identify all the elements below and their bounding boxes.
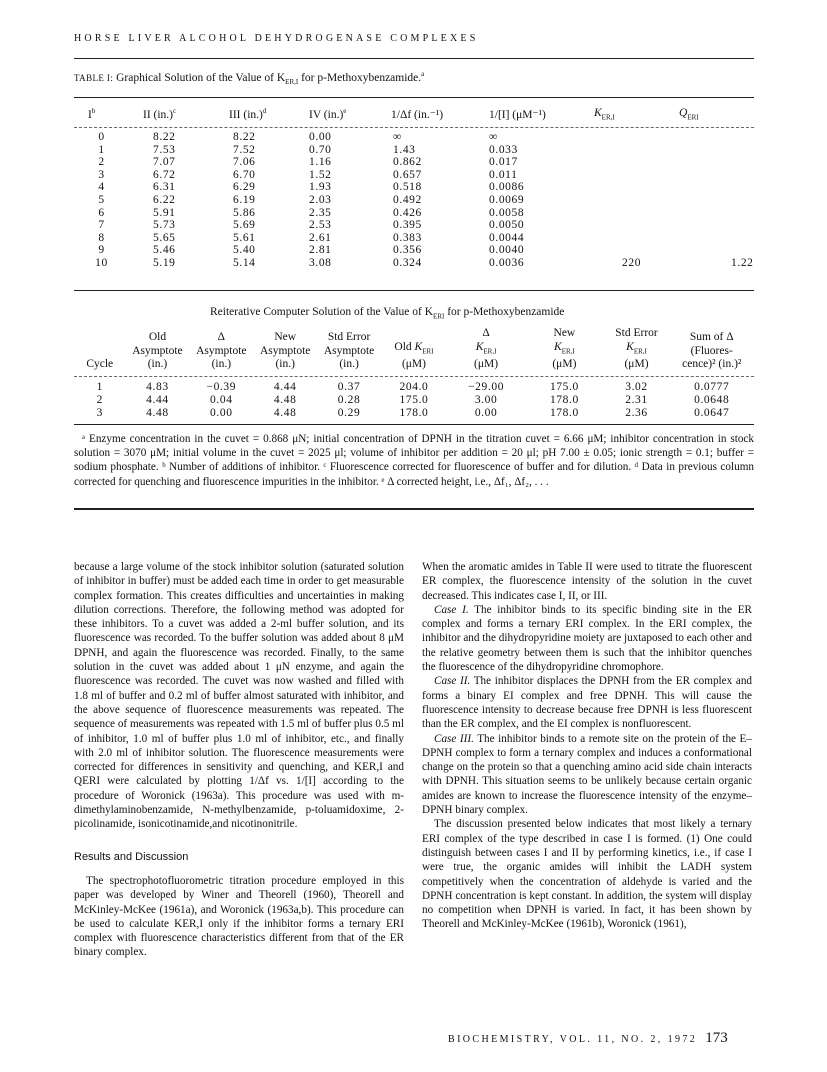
table1-cell: 0.0044 <box>489 231 525 244</box>
table1-bottom-rule <box>74 290 754 291</box>
table1-cell: 5 <box>98 193 105 206</box>
table1-cell: 5.40 <box>233 244 256 257</box>
table1-cell <box>594 232 679 245</box>
right-column <box>422 560 752 932</box>
table2-header-cell: Sum of Δ (Fluores- cence)² (in.)² <box>682 331 742 371</box>
table1-cell <box>594 156 679 169</box>
table2-cell: 0.0647 <box>694 406 730 419</box>
table1-cell: 0 <box>98 131 105 143</box>
table1-caption-tail: for p-Methoxybenzamide. <box>298 71 422 84</box>
table1-cell: 0.426 <box>393 206 422 219</box>
table1-header-cell: IV $(in.)^e$ <box>309 107 347 121</box>
table1-cell <box>679 219 754 232</box>
table2 <box>74 327 754 420</box>
table1-cell: 0.324 <box>393 256 422 269</box>
page-footer <box>448 1030 728 1047</box>
table1-row <box>74 219 754 232</box>
table1-cell: 0.0036 <box>489 256 525 269</box>
table1-row <box>74 194 754 207</box>
table1-header-cell: 1/[I] (μM⁻¹) <box>489 109 546 121</box>
table1-cell <box>679 232 754 245</box>
table1-row <box>74 257 754 270</box>
table1-cell: 7 <box>98 219 105 232</box>
table1-cell <box>679 169 754 182</box>
table1-cell <box>679 127 754 144</box>
table1-cell: 220 <box>622 256 642 269</box>
table1-caption-sub: ER,I <box>285 78 299 87</box>
journal-citation: BIOCHEMISTRY, VOL. 11, NO. 2, 1972 <box>448 1034 698 1045</box>
table2-cell: 3.00 <box>474 393 498 406</box>
table1-cell: 6.72 <box>153 168 176 181</box>
table2-header-cell: Δ Asymptote (in.) <box>196 331 247 371</box>
table2-bottom-rule <box>74 424 754 425</box>
table1-cell: 4 <box>98 181 105 194</box>
table1-row <box>74 244 754 257</box>
table1-cell: 7.52 <box>233 143 256 156</box>
table1-cell: ∞ <box>393 131 402 143</box>
table1-cell <box>594 194 679 207</box>
table2-cell: 175.0 <box>399 393 429 406</box>
table2-cell: 0.37 <box>337 380 361 393</box>
right-paragraph-5: The discussion presented below indicates that most likely a ternary ERI complex of the type described in case I is formed. (1) One could distinguish between cases I and II by performing kinetics, i.e., if case I were true, the organic amides will inhibit the LADH system competitively when the concentration of aldehyde is varied and the DPNH concentration is kept constant. In addition, the system will display no competition when DPNH is varied. In fact, it has been shown by Theorell and McKinley-McKee (1961b), Woronick (1961), <box>422 818 752 931</box>
table2-cell: 1 <box>96 380 103 393</box>
table1-cell: 0.033 <box>489 143 518 156</box>
table1-cell <box>594 244 679 257</box>
table-end-rule <box>74 508 754 510</box>
table1-cell: 0.017 <box>489 156 518 169</box>
table1-row <box>74 156 754 169</box>
table1-cell: 5.73 <box>153 219 176 232</box>
table1-cell: 1.43 <box>393 143 416 156</box>
table2-cell: 0.28 <box>337 393 361 406</box>
table1-header-row <box>74 101 754 127</box>
left-column <box>74 560 404 960</box>
table1-cell: 6.29 <box>233 181 256 194</box>
case3-label: Case III. <box>434 732 474 745</box>
case1-paragraph <box>422 603 752 674</box>
table1-cell: 7.07 <box>153 156 176 169</box>
table2-cell: 2 <box>96 393 103 406</box>
table1-cell: 10 <box>95 256 108 269</box>
table1-cell: 6.70 <box>233 168 256 181</box>
table1-top-rule <box>74 97 754 98</box>
table1-cell <box>594 181 679 194</box>
table2-header-row <box>74 327 754 375</box>
table1-cell: 0.657 <box>393 168 422 181</box>
table1-cell <box>679 156 754 169</box>
table1-cell <box>679 244 754 257</box>
table1-cell: 0.0040 <box>489 244 525 257</box>
table2-row <box>74 375 754 394</box>
table2-title-text: Reiterative Computer Solution of the Value of K <box>210 306 434 318</box>
table2-cell: 0.29 <box>337 406 361 419</box>
table1-cell: 7.06 <box>233 156 256 169</box>
table1-cell: 0.862 <box>393 156 422 169</box>
table1-row <box>74 169 754 182</box>
table2-header-cell: Std Error Asymptote (in.) <box>323 331 375 371</box>
table2-header-rule <box>74 376 754 377</box>
case3-text: The inhibitor binds to a remote site on the protein of the E–DPNH complex to form a ternary complex and induces a conformational change on the protein so that a quenching amino acid side chain interacts with DPNH. This situation seems to be unlikely because certain organic amides are known to increase the fluorescence intensity of the enzyme–DPNH binary complex. <box>422 732 752 817</box>
table1-cell: 5.69 <box>233 219 256 232</box>
table1-cell <box>679 207 754 220</box>
table1-cell <box>594 169 679 182</box>
table1-cell: ∞ <box>489 131 498 143</box>
table1-header-cell: III $(in.)^d$ <box>229 107 267 121</box>
table2-cell: 0.04 <box>210 393 233 406</box>
table1-row <box>74 144 754 157</box>
table1-cell: 0.0086 <box>489 181 525 194</box>
table2-header-cell: Δ $K_{ER,I}$ (μM) <box>474 327 499 371</box>
table1-cell: 0.0050 <box>489 219 525 232</box>
table1-cell: 5.65 <box>153 231 176 244</box>
table2-title-sub: ERI <box>433 312 445 321</box>
table1-cell: 3 <box>98 168 105 181</box>
table1-cell: 0.0069 <box>489 193 525 206</box>
table1-cell <box>679 181 754 194</box>
table1-cell: 8.22 <box>153 131 176 143</box>
table1-caption-note: a <box>421 70 425 78</box>
table1-cell: 5.19 <box>153 256 176 269</box>
header-rule <box>74 58 754 59</box>
table2-cell: 4.48 <box>273 393 297 406</box>
table1-header-cell: $K_{ER,I}$ <box>594 106 615 122</box>
table2-header-cell: New Asymptote (in.) <box>259 331 311 371</box>
table1-cell: 2.35 <box>309 206 332 219</box>
table1-cell: 7.53 <box>153 143 176 156</box>
table1-cell: 0.518 <box>393 181 422 194</box>
table1-title <box>74 70 424 86</box>
table2-cell: 0.00 <box>210 406 233 419</box>
table1-header-cell: $I^b$ <box>88 107 96 121</box>
table2-cell: −29.00 <box>468 380 505 393</box>
table1-cell: 5.61 <box>233 231 256 244</box>
case1-label: Case I. <box>434 603 469 616</box>
table1-cell: 3.08 <box>309 256 332 269</box>
section-heading: Results and Discussion <box>74 850 189 863</box>
table1-header-cell: 1/Δf (in.⁻¹) <box>391 109 444 121</box>
table1-cell: 6.22 <box>153 193 176 206</box>
table2-cell: 3 <box>96 406 103 419</box>
table1-cell: 1.93 <box>309 181 332 194</box>
table2-cell: 0.0648 <box>694 393 730 406</box>
table1-row <box>74 207 754 220</box>
table1-caption: Graphical Solution of the Value of K <box>116 71 286 84</box>
table1-cell: 6 <box>98 206 105 219</box>
table2-row <box>74 407 754 420</box>
table-footnote: ᵃ Enzyme concentration in the cuvet = 0.868 μN; initial concentration of DPNH in the titration cuvet = 6.66 μM; inhibitor concentration in stock solution = 3070 μM; initial volume in the cuvet = 2025 μl; volume of inhibitor per addition = 20 μl; pH 7.00 ± 0.05; ionic strength = 0.1; buffer = sodium phosphate. ᵇ Number of additions of inhibitor. ᶜ Fluorescence corrected for fluorescence of buffer and for dilution. ᵈ Data in previous column corrected for quenching and fluorescence impurities in the inhibitor. ᵉ Δ corrected height, i.e., Δf₁, Δf₂, . . . <box>74 433 754 488</box>
table1-row <box>74 181 754 194</box>
table1-cell: 0.356 <box>393 244 422 257</box>
table1-header-cell: $Q_{ERI}$ <box>679 106 699 122</box>
table1-cell: 0.70 <box>309 143 332 156</box>
table1-cell: 2 <box>98 156 105 169</box>
table2-cell: 2.31 <box>625 393 648 406</box>
table2-cell: 4.44 <box>146 393 169 406</box>
table2-cell: 175.0 <box>549 380 579 393</box>
table2-cell: 0.0777 <box>694 380 730 393</box>
table2-row <box>74 394 754 407</box>
right-paragraph-1: When the aromatic amides in Table II were used to titrate the fluorescent ER complex, the fluorescence intensity of the solution in the cuvet decreased. This indicates case I, II, or III. <box>422 561 752 602</box>
table1-cell: 0.395 <box>393 219 422 232</box>
table1-cell: 1.16 <box>309 156 332 169</box>
table1-cell: 8 <box>98 231 105 244</box>
table2-header-cell: Cycle <box>86 358 114 371</box>
table2-header-cell: Std Error $K_{ER,I}$ (μM) <box>615 327 658 371</box>
case1-text: The inhibitor binds to its specific binding site in the ER complex and forms a ternary ERI complex. In the ERI complex, the inhibitor and the dihydropyridine moiety are juxtaposed to each other and the relative geometry between them is such that the inhibitor quenches the fluorescence of the dihydropyridine chromophore. <box>422 603 752 674</box>
case2-paragraph <box>422 674 752 731</box>
table2-cell: 3.02 <box>625 380 648 393</box>
table1-cell: 6.31 <box>153 181 176 194</box>
table1-cell: 1 <box>98 143 105 156</box>
table2-title <box>210 306 564 320</box>
left-paragraph-1: because a large volume of the stock inhibitor solution (saturated solution of inhibitor in buffer) must be added each time in order to get measurable complex formation. This creates difficulties and uncertainties in making dilution corrections. Therefore, the following method was adopted for these inhibitors. To a cuvet was added a 2-ml buffer solution, and its fluorescence was recorded. To the buffer solution was added about 8 μM DPNH, and again the fluorescence was recorded. Finally, to the same solution in the cuvet was added about 1 μN enzyme, and again the fluorescence was recorded. The cuvet was now washed and filled with 1.8 ml of buffer and 0.2 ml of buffer almost saturated with inhibitor, and the above sequence of fluorescence measurements was repeated. The sequence of measurements was repeated with 1.5 ml of buffer plus 0.5 ml of inhibitor, 1.0 ml of buffer plus 1.0 ml of inhibitor, etc., and finally with 2.0 ml of inhibitor solution. The fluorescence measurements were corrected for differences in sensitivity and quenching, and KER,I and QERI were calculated by plotting 1/Δf vs. 1/[I] according to the procedure of Woronick (1963a). This procedure was used with m-dimethylaminobenzamide, N-methylbenzamide, p-toluamidoxime, 2-picolinamide, isonicotinamide,and nicotinonitrile. <box>74 561 404 831</box>
left-paragraph-2: The spectrophotofluorometric titration procedure employed in this paper was developed by Winer and Theorell (1960), Theorell and McKinley-McKee (1961a), and Woronick (1963a,b). This procedure can be used to calculate KER,I only if the inhibitor forms a ternary ERI complex with fluorescence characteristics different from that of the ER binary complex. <box>74 874 404 959</box>
table1-cell: 0.00 <box>309 131 332 143</box>
table1-cell: 5.86 <box>233 206 256 219</box>
table1-cell <box>594 127 679 144</box>
table2-cell: 2.36 <box>625 406 648 419</box>
table2-cell: 0.00 <box>474 406 498 419</box>
case2-label: Case II. <box>434 675 471 688</box>
table1-cell: 8.22 <box>233 131 256 143</box>
table2-cell: 178.0 <box>399 406 429 419</box>
table1-cell <box>679 144 754 157</box>
table2-cell: 178.0 <box>549 393 579 406</box>
table2-cell: 4.48 <box>146 406 169 419</box>
table1-cell: 0.0058 <box>489 206 525 219</box>
table1-row <box>74 232 754 245</box>
table2-cell: 4.83 <box>146 380 169 393</box>
table2-title-tail: for p-Methoxybenzamide <box>444 306 565 318</box>
table1-header-rule <box>74 127 754 128</box>
table2-cell: −0.39 <box>206 380 237 393</box>
table1-cell: 1.52 <box>309 168 332 181</box>
table1-cell: 0.011 <box>489 168 518 181</box>
table1-cell: 5.46 <box>153 244 176 257</box>
table1-cell: 1.22 <box>731 256 754 269</box>
table1-cell: 2.03 <box>309 193 332 206</box>
running-head: HORSE LIVER ALCOHOL DEHYDROGENASE COMPLEXES <box>74 33 479 44</box>
table2-header-cell: New $K_{ER,I}$ (μM) <box>552 327 577 371</box>
table2-cell: 4.44 <box>273 380 297 393</box>
table1-row <box>74 127 754 144</box>
case3-paragraph <box>422 732 752 818</box>
table1-cell: 5.91 <box>153 206 176 219</box>
table1-cell: 0.383 <box>393 231 422 244</box>
table2-cell: 204.0 <box>399 380 429 393</box>
table1-cell: 2.53 <box>309 219 332 232</box>
table1-cell: 9 <box>98 244 105 257</box>
case2-text: The inhibitor displaces the DPNH from the ER complex and forms a binary EI complex and free DPNH. This will cause the fluorescence intensity to decrease because free DPNH is less fluorescent than the ER complex, and the EI complex is nonfluorescent. <box>422 675 753 731</box>
table1-header-cell: II $(in.)^c$ <box>143 107 177 121</box>
table2-header-cell: Old $K_{ERI}$ (μM) <box>394 340 434 371</box>
table2-header-cell: Old Asymptote (in.) <box>132 331 183 371</box>
page-number: 173 <box>705 1030 728 1046</box>
table1-cell <box>679 194 754 207</box>
table2-cell: 178.0 <box>549 406 579 419</box>
table1-cell <box>594 207 679 220</box>
table1-cell <box>594 219 679 232</box>
table1-label: TABLE I: <box>74 72 114 83</box>
table1-cell <box>594 144 679 157</box>
table2-cell: 4.48 <box>273 406 297 419</box>
table1-cell: 5.14 <box>233 256 256 269</box>
table1-cell: 6.19 <box>233 193 256 206</box>
table1-cell: 2.81 <box>309 244 332 257</box>
table1-cell: 0.492 <box>393 193 422 206</box>
table1-cell: 2.61 <box>309 231 332 244</box>
